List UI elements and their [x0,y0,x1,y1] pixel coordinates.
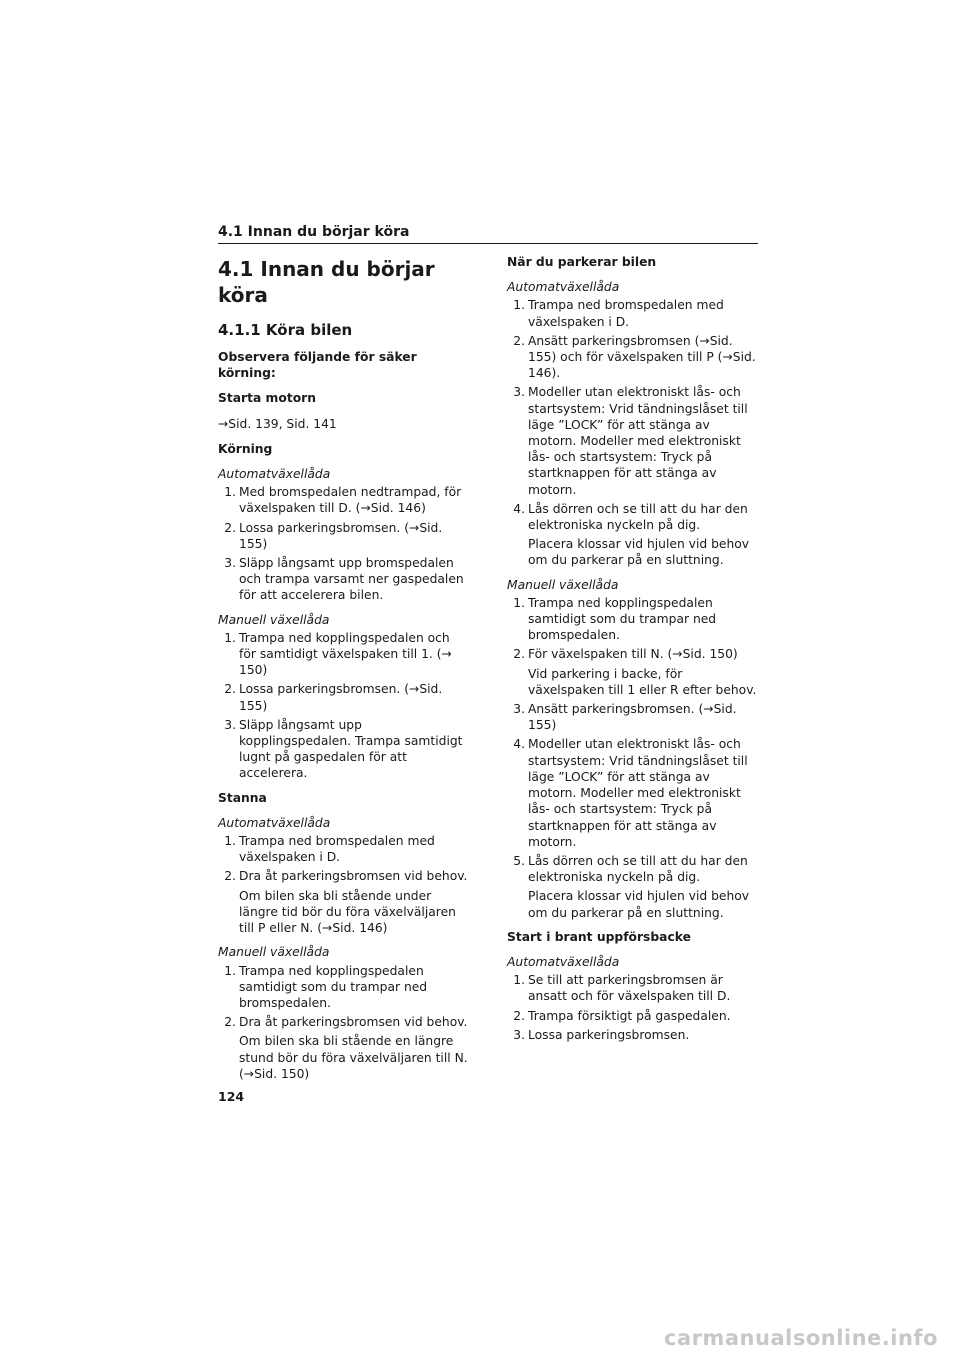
hill-heading: Start i brant uppförsbacke [507,929,691,944]
list-item [507,333,757,382]
list-item [218,484,468,516]
step-note: Placera klossar vid hjulen vid behov om du parkerar på en sluttning. [528,537,750,568]
list-item [218,868,468,936]
driving-manual-steps [218,630,468,782]
step-text: Lås dörren och se till att du har den elektroniska nyckeln på dig. [528,853,748,885]
list-item [507,297,757,329]
step-number: 4. [513,737,525,752]
list-item [218,520,468,552]
list-item [218,630,468,679]
step-note: Vid parkering i backe, för växelspaken till 1 eller R efter behov. [528,666,757,697]
stop-manual-label: Manuell växellåda [218,945,330,960]
park-auto-steps [507,297,757,568]
park-manual-label: Manuell växellåda [507,577,619,592]
running-header: 4.1 Innan du börjar köra [218,224,758,244]
step-number: 1. [513,595,525,610]
chapter-title: 4.1 Innan du börjar köra [218,257,435,307]
step-text: Trampa ned kopplingspedalen och för samtidigt växelspaken till 1. (→ 150) [239,630,452,678]
step-text: Med bromspedalen nedtrampad, för växelspaken till D. (→Sid. 146) [239,485,462,516]
list-item [218,1014,468,1082]
step-number: 2. [224,1015,236,1030]
list-item [218,833,468,865]
step-text: Släpp långsamt upp bromspedalen och trampa varsamt ner gaspedalen för att accelerera bilen. [239,556,464,603]
list-item [507,646,757,698]
step-text: Ansätt parkeringsbromsen. (→Sid. 155) [528,702,737,733]
step-text: Trampa ned bromspedalen med växelspaken i D. [528,298,724,329]
step-text: Lossa parkeringsbromsen. [528,1027,690,1042]
park-heading: När du parkerar bilen [507,255,657,269]
page-number: 124 [218,1089,245,1104]
step-text: Trampa försiktigt på gaspedalen. [528,1008,731,1023]
step-number: 3. [513,702,525,717]
step-number: 1. [224,963,236,978]
left-column [218,254,468,1090]
stop-manual-steps [218,963,468,1082]
step-number: 1. [224,834,236,849]
step-note: Om bilen ska bli stående under längre tid bör du föra växelväljaren till P eller N. (→Sid. 146) [239,888,456,936]
step-note: Placera klossar vid hjulen vid behov om du parkerar på en sluttning. [528,889,750,920]
list-item [507,1027,757,1043]
step-number: 2. [513,1008,525,1023]
step-text: Dra åt parkeringsbromsen vid behov. [239,1015,468,1030]
list-item [507,972,757,1004]
step-number: 3. [513,385,525,400]
step-number: 4. [513,501,525,516]
step-note: Om bilen ska bli stående en längre stund bör du föra växelväljaren till N. (→Sid. 150) [239,1034,468,1081]
list-item [507,736,757,849]
step-text: Lås dörren och se till att du har den elektroniska nyckeln på dig. [528,501,748,533]
driving-auto-label: Automatväxellåda [218,467,331,482]
step-number: 1. [224,630,236,645]
step-text: Ansätt parkeringsbromsen (→Sid. 155) och för växelspaken till P (→Sid. 146). [528,333,756,381]
driving-heading: Körning [218,441,273,456]
section-title: 4.1.1 Köra bilen [218,321,353,339]
step-number: 5. [513,853,525,868]
stop-heading: Stanna [218,790,267,805]
right-column [507,254,757,1051]
step-text: Trampa ned kopplingspedalen samtidigt som du trampar ned bromspedalen. [528,595,717,643]
start-heading: Starta motorn [218,391,316,406]
step-text: Lossa parkeringsbromsen. (→Sid. 155) [239,682,443,713]
list-item [507,595,757,644]
park-manual-steps [507,595,757,921]
stop-auto-label: Automatväxellåda [218,815,331,830]
step-number: 3. [513,1027,525,1042]
list-item [218,681,468,713]
start-reference: →Sid. 139, Sid. 141 [218,416,337,431]
list-item [507,384,757,497]
step-text: Släpp långsamt upp kopplingspedalen. Trampa samtidigt lugnt på gaspedalen för att accelerera. [239,717,463,781]
list-item [218,555,468,604]
step-text: Dra åt parkeringsbromsen vid behov. [239,869,468,884]
intro-heading: Observera följande för säker körning: [218,350,417,381]
list-item [507,701,757,733]
list-item [218,963,468,1012]
step-number: 3. [224,556,236,571]
step-number: 1. [224,485,236,500]
step-text: Se till att parkeringsbromsen är ansatt och för växelspaken till D. [528,973,731,1004]
stop-auto-steps [218,833,468,936]
step-number: 2. [224,869,236,884]
driving-auto-steps [218,484,468,603]
list-item [507,853,757,921]
step-text: Trampa ned bromspedalen med växelspaken i D. [239,834,435,865]
list-item [507,501,757,569]
step-number: 2. [513,333,525,348]
step-number: 2. [224,682,236,697]
step-number: 2. [224,520,236,535]
list-item [218,717,468,782]
step-text: Lossa parkeringsbromsen. (→Sid. 155) [239,520,443,551]
step-text: Trampa ned kopplingspedalen samtidigt som du trampar ned bromspedalen. [239,963,428,1010]
step-number: 2. [513,647,525,662]
park-auto-label: Automatväxellåda [507,280,620,295]
list-item [507,1008,757,1024]
step-number: 3. [224,717,236,732]
step-text: Modeller utan elektroniskt lås- och startsystem: Vrid tändningslåset till läge ”LOCK” för att stänga av motorn. Modeller med elektroniskt lås- och startsystem: Tryck på startknappen för att stänga av motorn. [528,737,748,849]
step-text: För växelspaken till N. (→Sid. 150) [528,647,738,662]
step-number: 1. [513,973,525,988]
hill-auto-label: Automatväxellåda [507,954,620,969]
step-number: 1. [513,298,525,313]
driving-manual-label: Manuell växellåda [218,612,330,627]
watermark: carmanualsonline.info [664,1326,938,1350]
step-text: Modeller utan elektroniskt lås- och startsystem: Vrid tändningslåset till läge ”LOCK” för att stänga av motorn. Modeller med elektroniskt lås- och startsystem: Tryck på startknappen för att stänga av motorn. [528,385,748,497]
hill-auto-steps [507,972,757,1043]
